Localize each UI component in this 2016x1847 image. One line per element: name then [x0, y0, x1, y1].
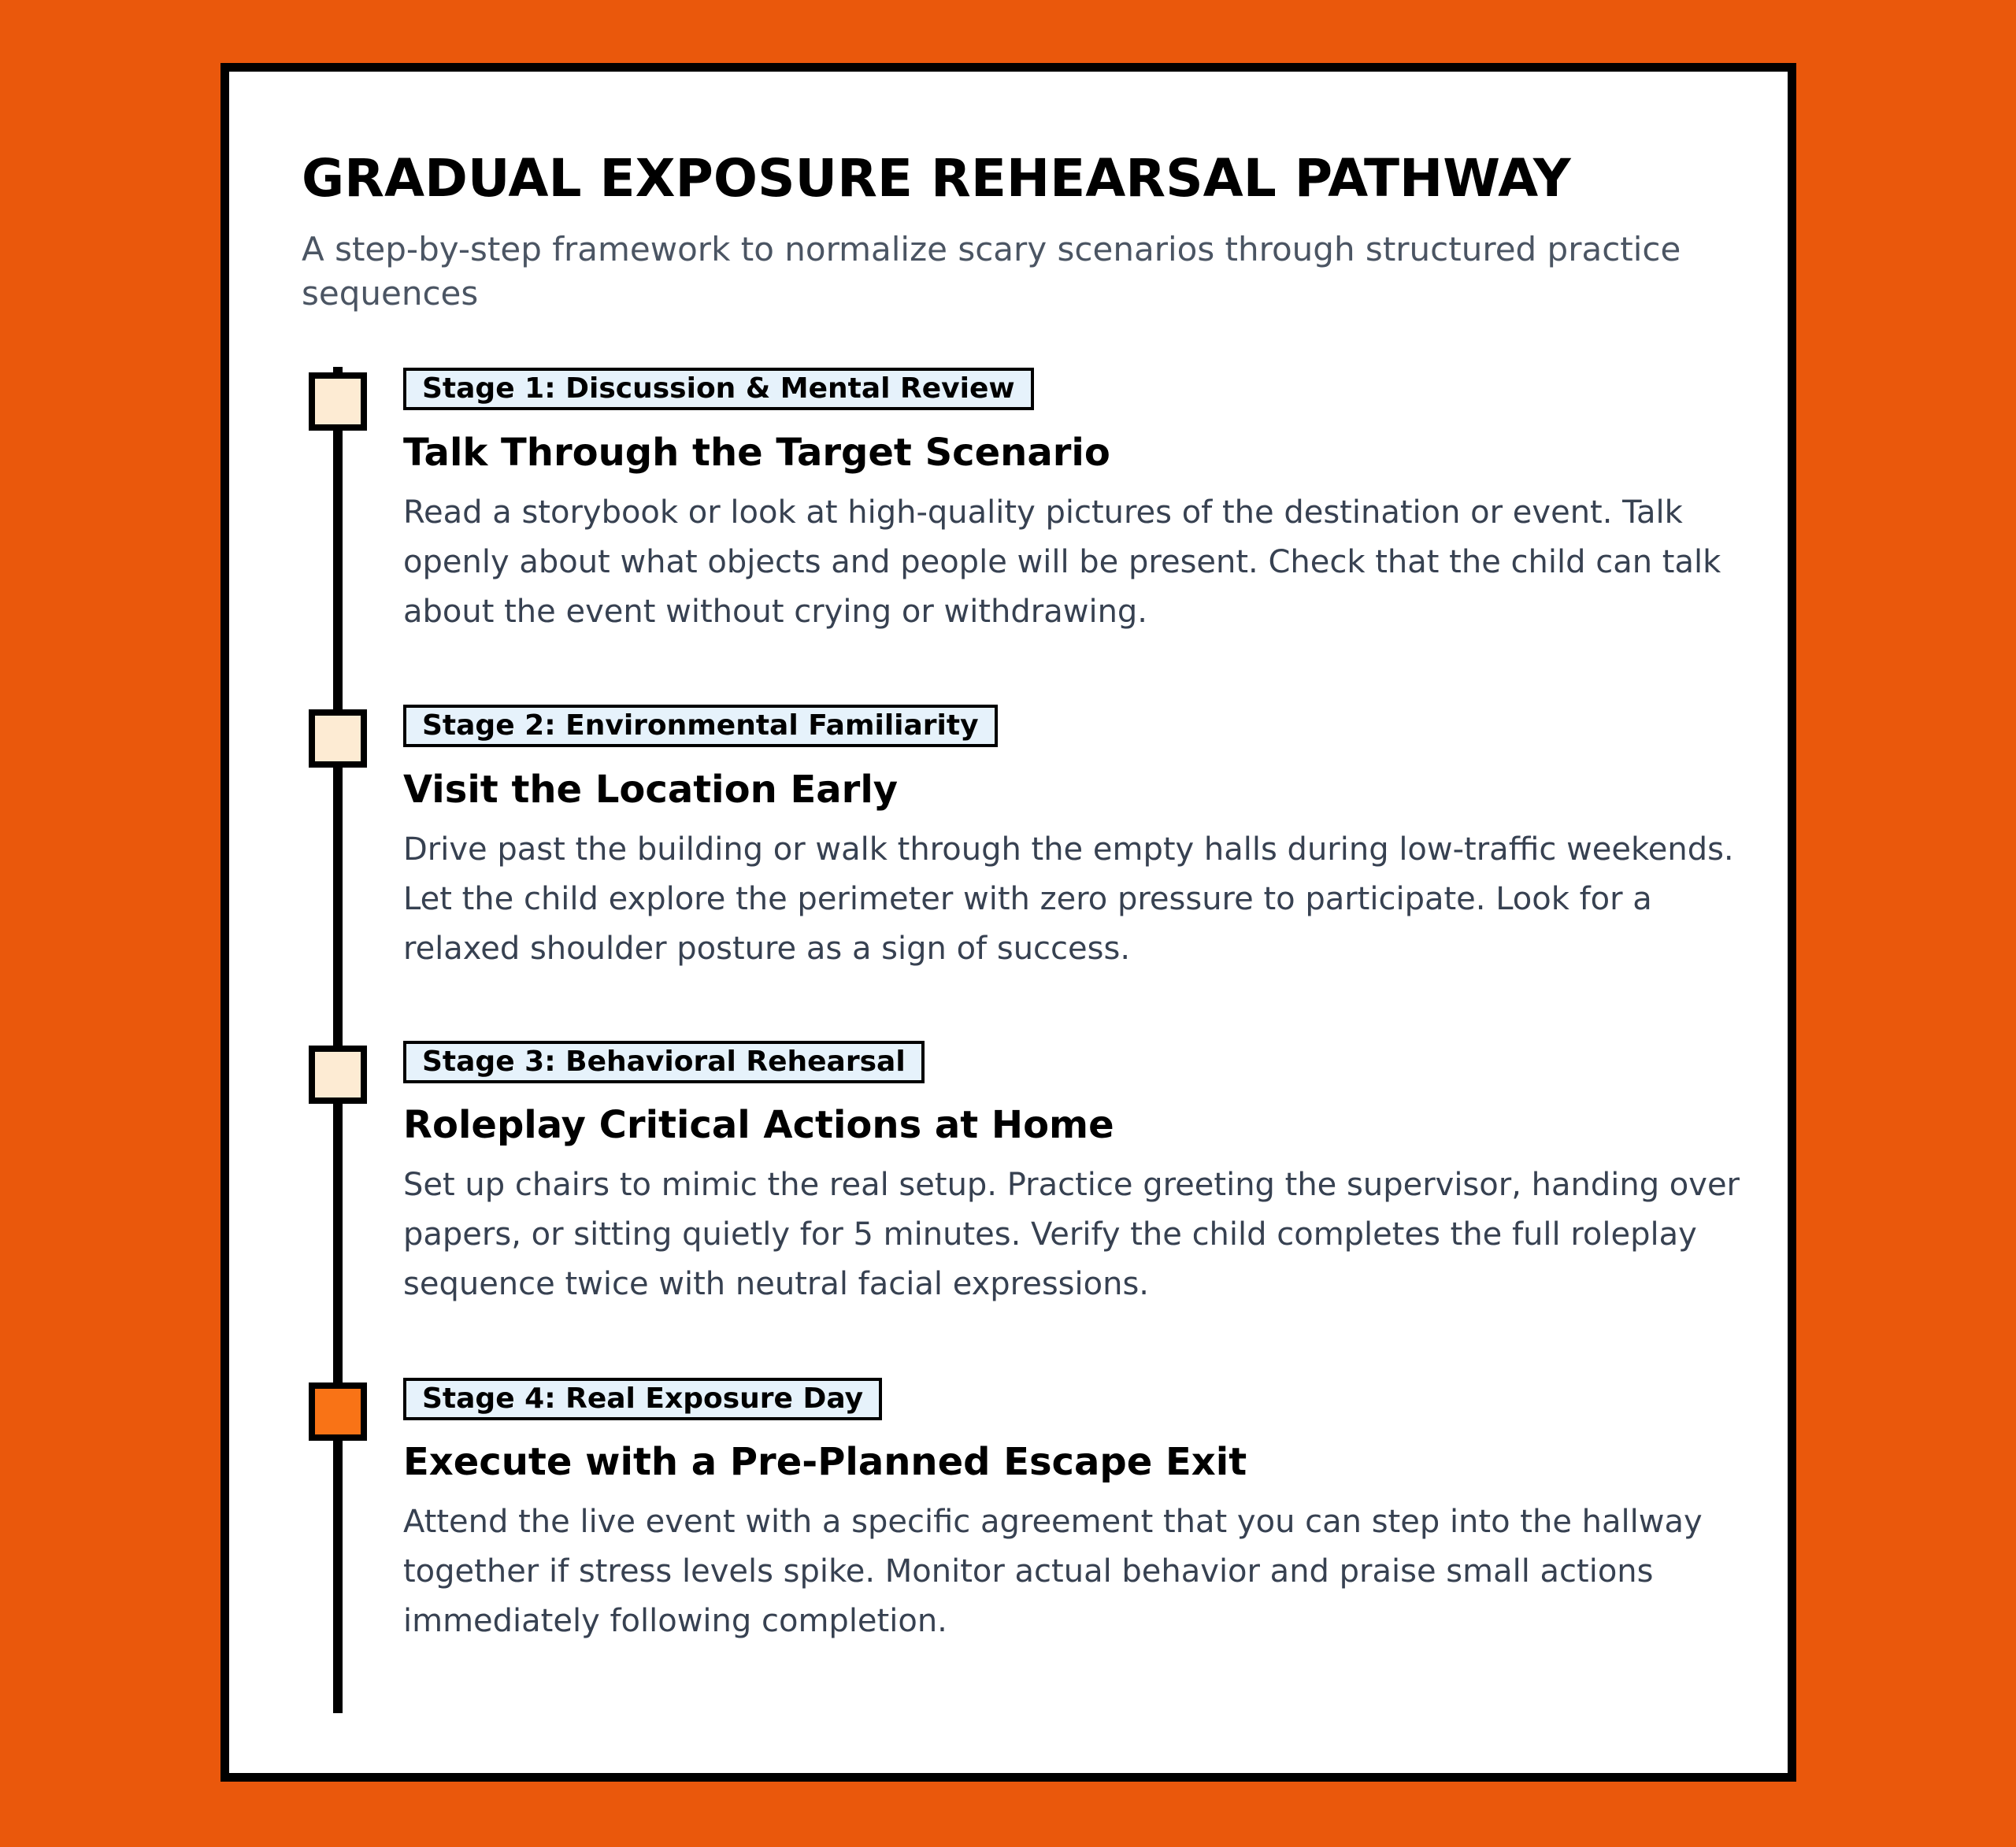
- stage-1-heading: Talk Through the Target Scenario: [403, 431, 1110, 475]
- stage-4-marker-icon: [309, 1382, 367, 1441]
- timeline-line: [333, 367, 343, 1713]
- stage-3-heading: Roleplay Critical Actions at Home: [403, 1103, 1114, 1147]
- stage-2-heading: Visit the Location Early: [403, 768, 899, 812]
- stage-1-badge: Stage 1: Discussion & Mental Review: [403, 368, 1034, 410]
- stage-2-badge: Stage 2: Environmental Familiarity: [403, 705, 998, 747]
- stage-3-description: Set up chairs to mimic the real setup. Practice greeting the supervisor, handing over papers, or sitting quietly for 5 minutes. Verify the child completes the full roleplay sequence twice with neutral facial expressions.: [403, 1167, 1740, 1302]
- page-subtitle: A step-by-step framework to normalize scary scenarios through structured practice sequences: [302, 230, 1681, 313]
- stage-2-marker-icon: [309, 709, 367, 768]
- stage-3-badge: Stage 3: Behavioral Rehearsal: [403, 1041, 925, 1083]
- stage-1-marker-icon: [309, 372, 367, 431]
- stage-4-badge: Stage 4: Real Exposure Day: [403, 1378, 882, 1420]
- stage-1-description: Read a storybook or look at high-quality pictures of the destination or event. Talk openly about what objects and people will be present. Check that the child can talk about the event without crying or withdrawing.: [403, 494, 1721, 630]
- stage-2-description: Drive past the building or walk through the empty halls during low-traffic weekends. Let the child explore the perimeter with zero pressure to participate. Look for a relaxed shoulder posture as a sign of success.: [403, 831, 1734, 967]
- pathway-card: [220, 63, 1796, 1782]
- stage-4-description: Attend the live event with a specific agreement that you can step into the hallway together if stress levels spike. Monitor actual behavior and praise small actions immediately following completion.: [403, 1504, 1703, 1639]
- page-title: GRADUAL EXPOSURE REHEARSAL PATHWAY: [302, 148, 1571, 209]
- stage-4-heading: Execute with a Pre-Planned Escape Exit: [403, 1440, 1247, 1484]
- stage-3-marker-icon: [309, 1046, 367, 1104]
